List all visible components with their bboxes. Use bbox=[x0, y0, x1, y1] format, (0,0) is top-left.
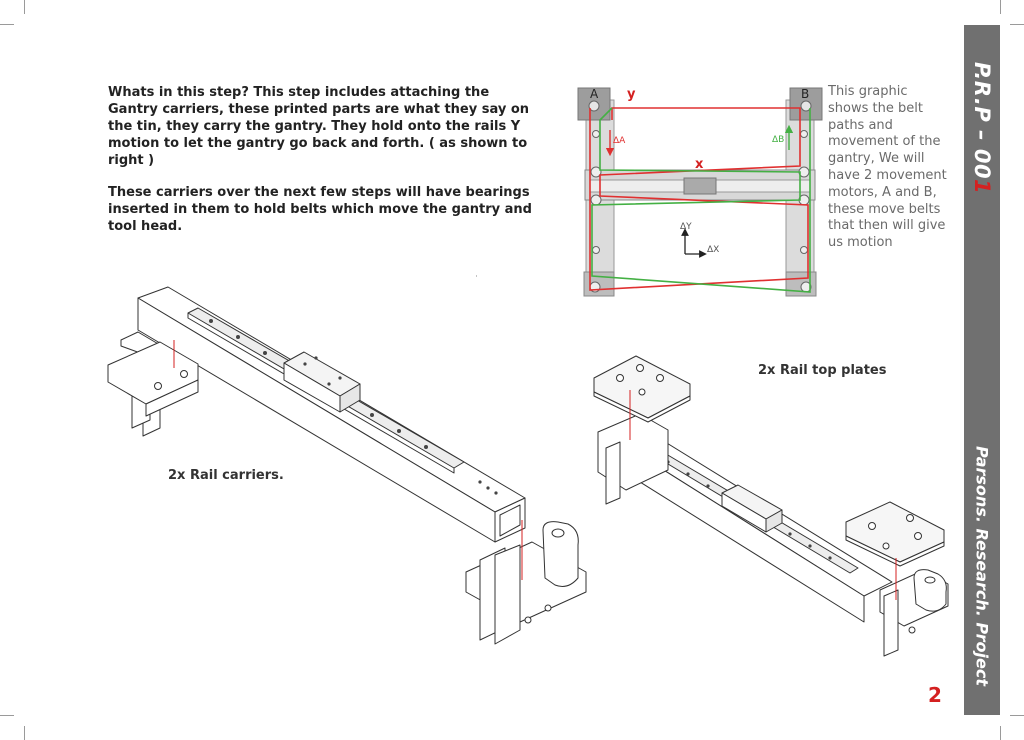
plate-hole bbox=[883, 543, 889, 549]
rail-pulley bbox=[593, 131, 600, 138]
plate-hole bbox=[869, 523, 876, 530]
boss-hole bbox=[552, 529, 564, 537]
boss-hole bbox=[925, 577, 935, 583]
right-carrier-hole bbox=[545, 605, 551, 611]
belt-diagram-caption: This graphic shows the belt paths and movement of the gantry, We will have 2 movement motors, A and B, these move belts that then will give us motion bbox=[828, 84, 947, 251]
plate-hole bbox=[617, 375, 624, 382]
rail-carriers-drawing bbox=[108, 287, 586, 644]
rail-top-plates-drawing bbox=[594, 356, 948, 656]
carriers-paragraph: These carriers over the next few steps will have bearings inserted in them to hold belts which move the gantry and tool head. bbox=[108, 185, 532, 234]
plate-hole bbox=[915, 533, 922, 540]
tool-head-block bbox=[684, 178, 716, 194]
plate-hole bbox=[639, 389, 645, 395]
left-carrier-hole bbox=[181, 371, 188, 378]
motor-a-label: A bbox=[590, 87, 599, 101]
plate-hole bbox=[657, 375, 664, 382]
delta-b-label: ΔB bbox=[772, 135, 785, 145]
right-carrier-hole bbox=[909, 627, 915, 633]
plate-hole bbox=[637, 365, 644, 372]
y-axis-label: y bbox=[627, 87, 636, 102]
left-carrier-upright bbox=[606, 442, 620, 504]
right-carrier-bracket bbox=[495, 545, 520, 644]
belt-diagram bbox=[578, 87, 822, 296]
right-carrier-boss bbox=[914, 570, 946, 611]
motor-b-label: B bbox=[801, 87, 810, 101]
delta-x-label: ΔX bbox=[707, 245, 720, 255]
page-number: 2 bbox=[928, 683, 942, 707]
project-name: Parsons. Research. Project bbox=[972, 445, 992, 687]
rail-top-plates-caption: 2x Rail top plates bbox=[758, 363, 887, 378]
x-axis-label: x bbox=[695, 157, 704, 172]
intro-paragraph: Whats in this step? This step includes attaching the Gantry carriers, these printed parts are what they say on the tin, they carry the gantry. They hold onto the rails Y motion to let the gantry go back and forth. ( as shown to right ) bbox=[108, 85, 530, 168]
tube-side-face bbox=[138, 298, 495, 542]
document-code-main: P.R.P – 00 bbox=[970, 61, 994, 180]
document-code-accent: 1 bbox=[970, 179, 994, 195]
bottom-right-idler-block bbox=[786, 272, 816, 296]
right-carrier-hole bbox=[525, 617, 531, 623]
rail-pulley bbox=[593, 247, 600, 254]
delta-a-label: ΔA bbox=[613, 136, 626, 146]
plate-hole bbox=[907, 515, 914, 522]
rail-pulley bbox=[801, 131, 808, 138]
delta-y-label: ΔY bbox=[680, 222, 692, 232]
rail-pulley bbox=[801, 247, 808, 254]
rail-carriers-caption: 2x Rail carriers. bbox=[168, 468, 284, 483]
left-carrier-hole bbox=[155, 383, 162, 390]
